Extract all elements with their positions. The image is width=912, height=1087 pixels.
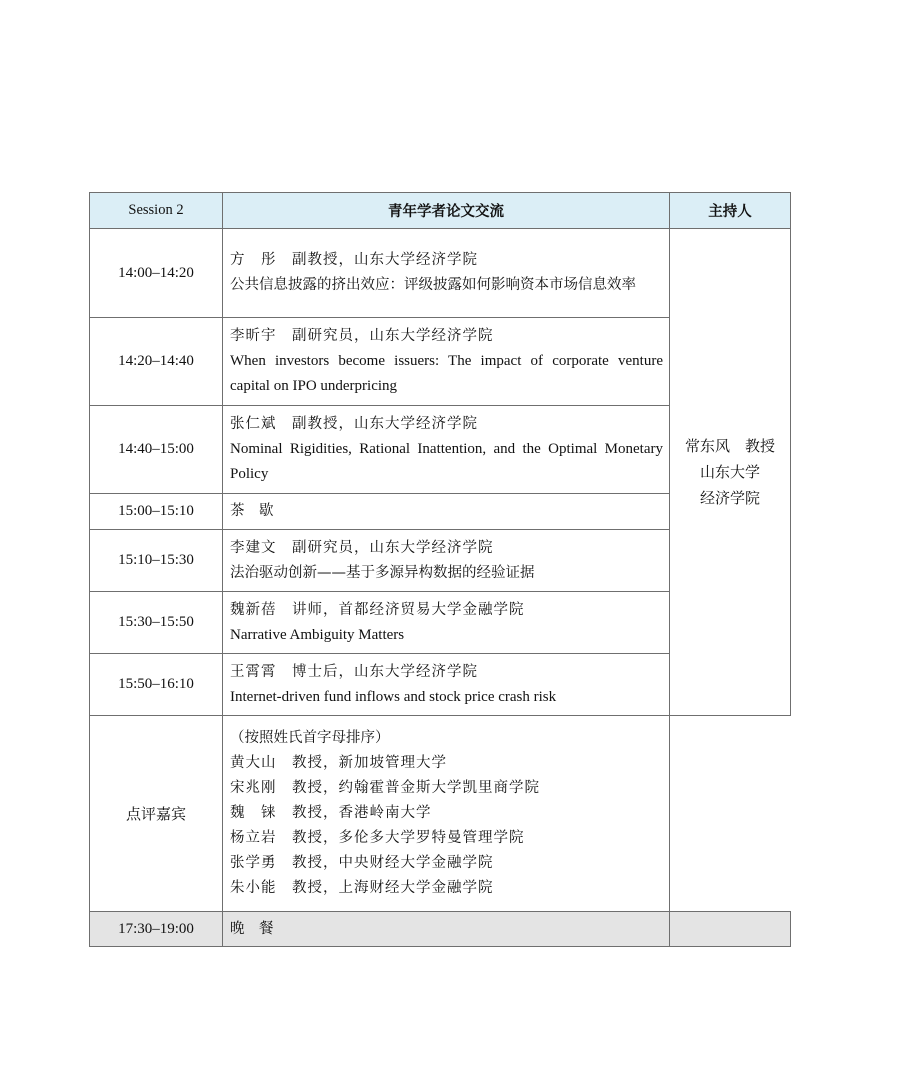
speaker: 魏新蓓 讲师，首都经济贸易大学金融学院 — [230, 601, 525, 618]
session-label: Session 2 — [90, 193, 223, 229]
discussants-row — [90, 716, 791, 912]
discussants-cell — [223, 716, 670, 912]
time-slot: 14:00–14:20 — [90, 229, 223, 318]
tea-break: 茶 歇 — [223, 494, 670, 530]
discussants-note: （按照姓氏首字母排序） — [230, 730, 390, 746]
time-slot: 17:30–19:00 — [90, 912, 223, 947]
time-slot: 15:00–15:10 — [90, 494, 223, 530]
discussant: 宋兆刚 教授，约翰霍普金斯大学凯里商学院 — [230, 780, 540, 796]
dinner-label: 晚 餐 — [223, 912, 670, 947]
discussant: 魏 铼 教授，香港岭南大学 — [230, 805, 432, 821]
discussants-label: 点评嘉宾 — [90, 716, 223, 912]
chair-cell — [670, 229, 791, 716]
chair-affiliation-2: 经济学院 — [699, 489, 760, 507]
paper-title: 法治驱动创新——基于多源异构数据的经验证据 — [230, 564, 535, 581]
time-slot: 14:20–14:40 — [90, 318, 223, 406]
discussant: 杨立岩 教授，多伦多大学罗特曼管理学院 — [230, 830, 525, 846]
paper-title: 公共信息披露的挤出效应：评级披露如何影响资本市场信息效率 — [230, 277, 636, 293]
time-slot: 14:40–15:00 — [90, 406, 223, 494]
talk-cell — [223, 530, 670, 592]
speaker: 李建文 副研究员，山东大学经济学院 — [230, 539, 494, 556]
paper-title: When investors become issuers: The impact of corporate venture capital on IPO underpricing — [230, 353, 663, 394]
paper-title: Nominal Rigidities, Rational Inattention, and the Optimal Monetary Policy — [230, 441, 663, 482]
discussant: 张学勇 教授，中央财经大学金融学院 — [230, 855, 494, 871]
time-slot: 15:50–16:10 — [90, 654, 223, 716]
time-slot: 15:10–15:30 — [90, 530, 223, 592]
discussant: 朱小能 教授，上海财经大学金融学院 — [230, 880, 494, 896]
speaker: 张仁斌 副教授，山东大学经济学院 — [230, 416, 478, 432]
discussant: 黄大山 教授，新加坡管理大学 — [230, 755, 447, 771]
dinner-row — [90, 912, 791, 947]
chair-header: 主持人 — [670, 193, 791, 229]
speaker: 方 彤 副教授，山东大学经济学院 — [230, 252, 478, 268]
paper-title: Narrative Ambiguity Matters — [230, 626, 405, 643]
talk-cell — [223, 318, 670, 406]
header-row — [90, 193, 791, 229]
session-topic: 青年学者论文交流 — [223, 193, 670, 229]
table-row — [90, 229, 791, 318]
talk-cell — [223, 229, 670, 318]
talk-cell — [223, 654, 670, 716]
talk-cell — [223, 406, 670, 494]
chair-affiliation-1: 山东大学 — [699, 463, 760, 481]
dinner-chair-empty — [670, 912, 791, 947]
chair-name: 常东风 教授 — [684, 437, 775, 455]
talk-cell — [223, 592, 670, 654]
speaker: 王霄霄 博士后，山东大学经济学院 — [230, 663, 478, 680]
time-slot: 15:30–15:50 — [90, 592, 223, 654]
paper-title: Internet-driven fund inflows and stock price crash risk — [230, 688, 557, 705]
speaker: 李昕宇 副研究员，山东大学经济学院 — [230, 328, 494, 344]
session-schedule-table — [89, 192, 791, 947]
